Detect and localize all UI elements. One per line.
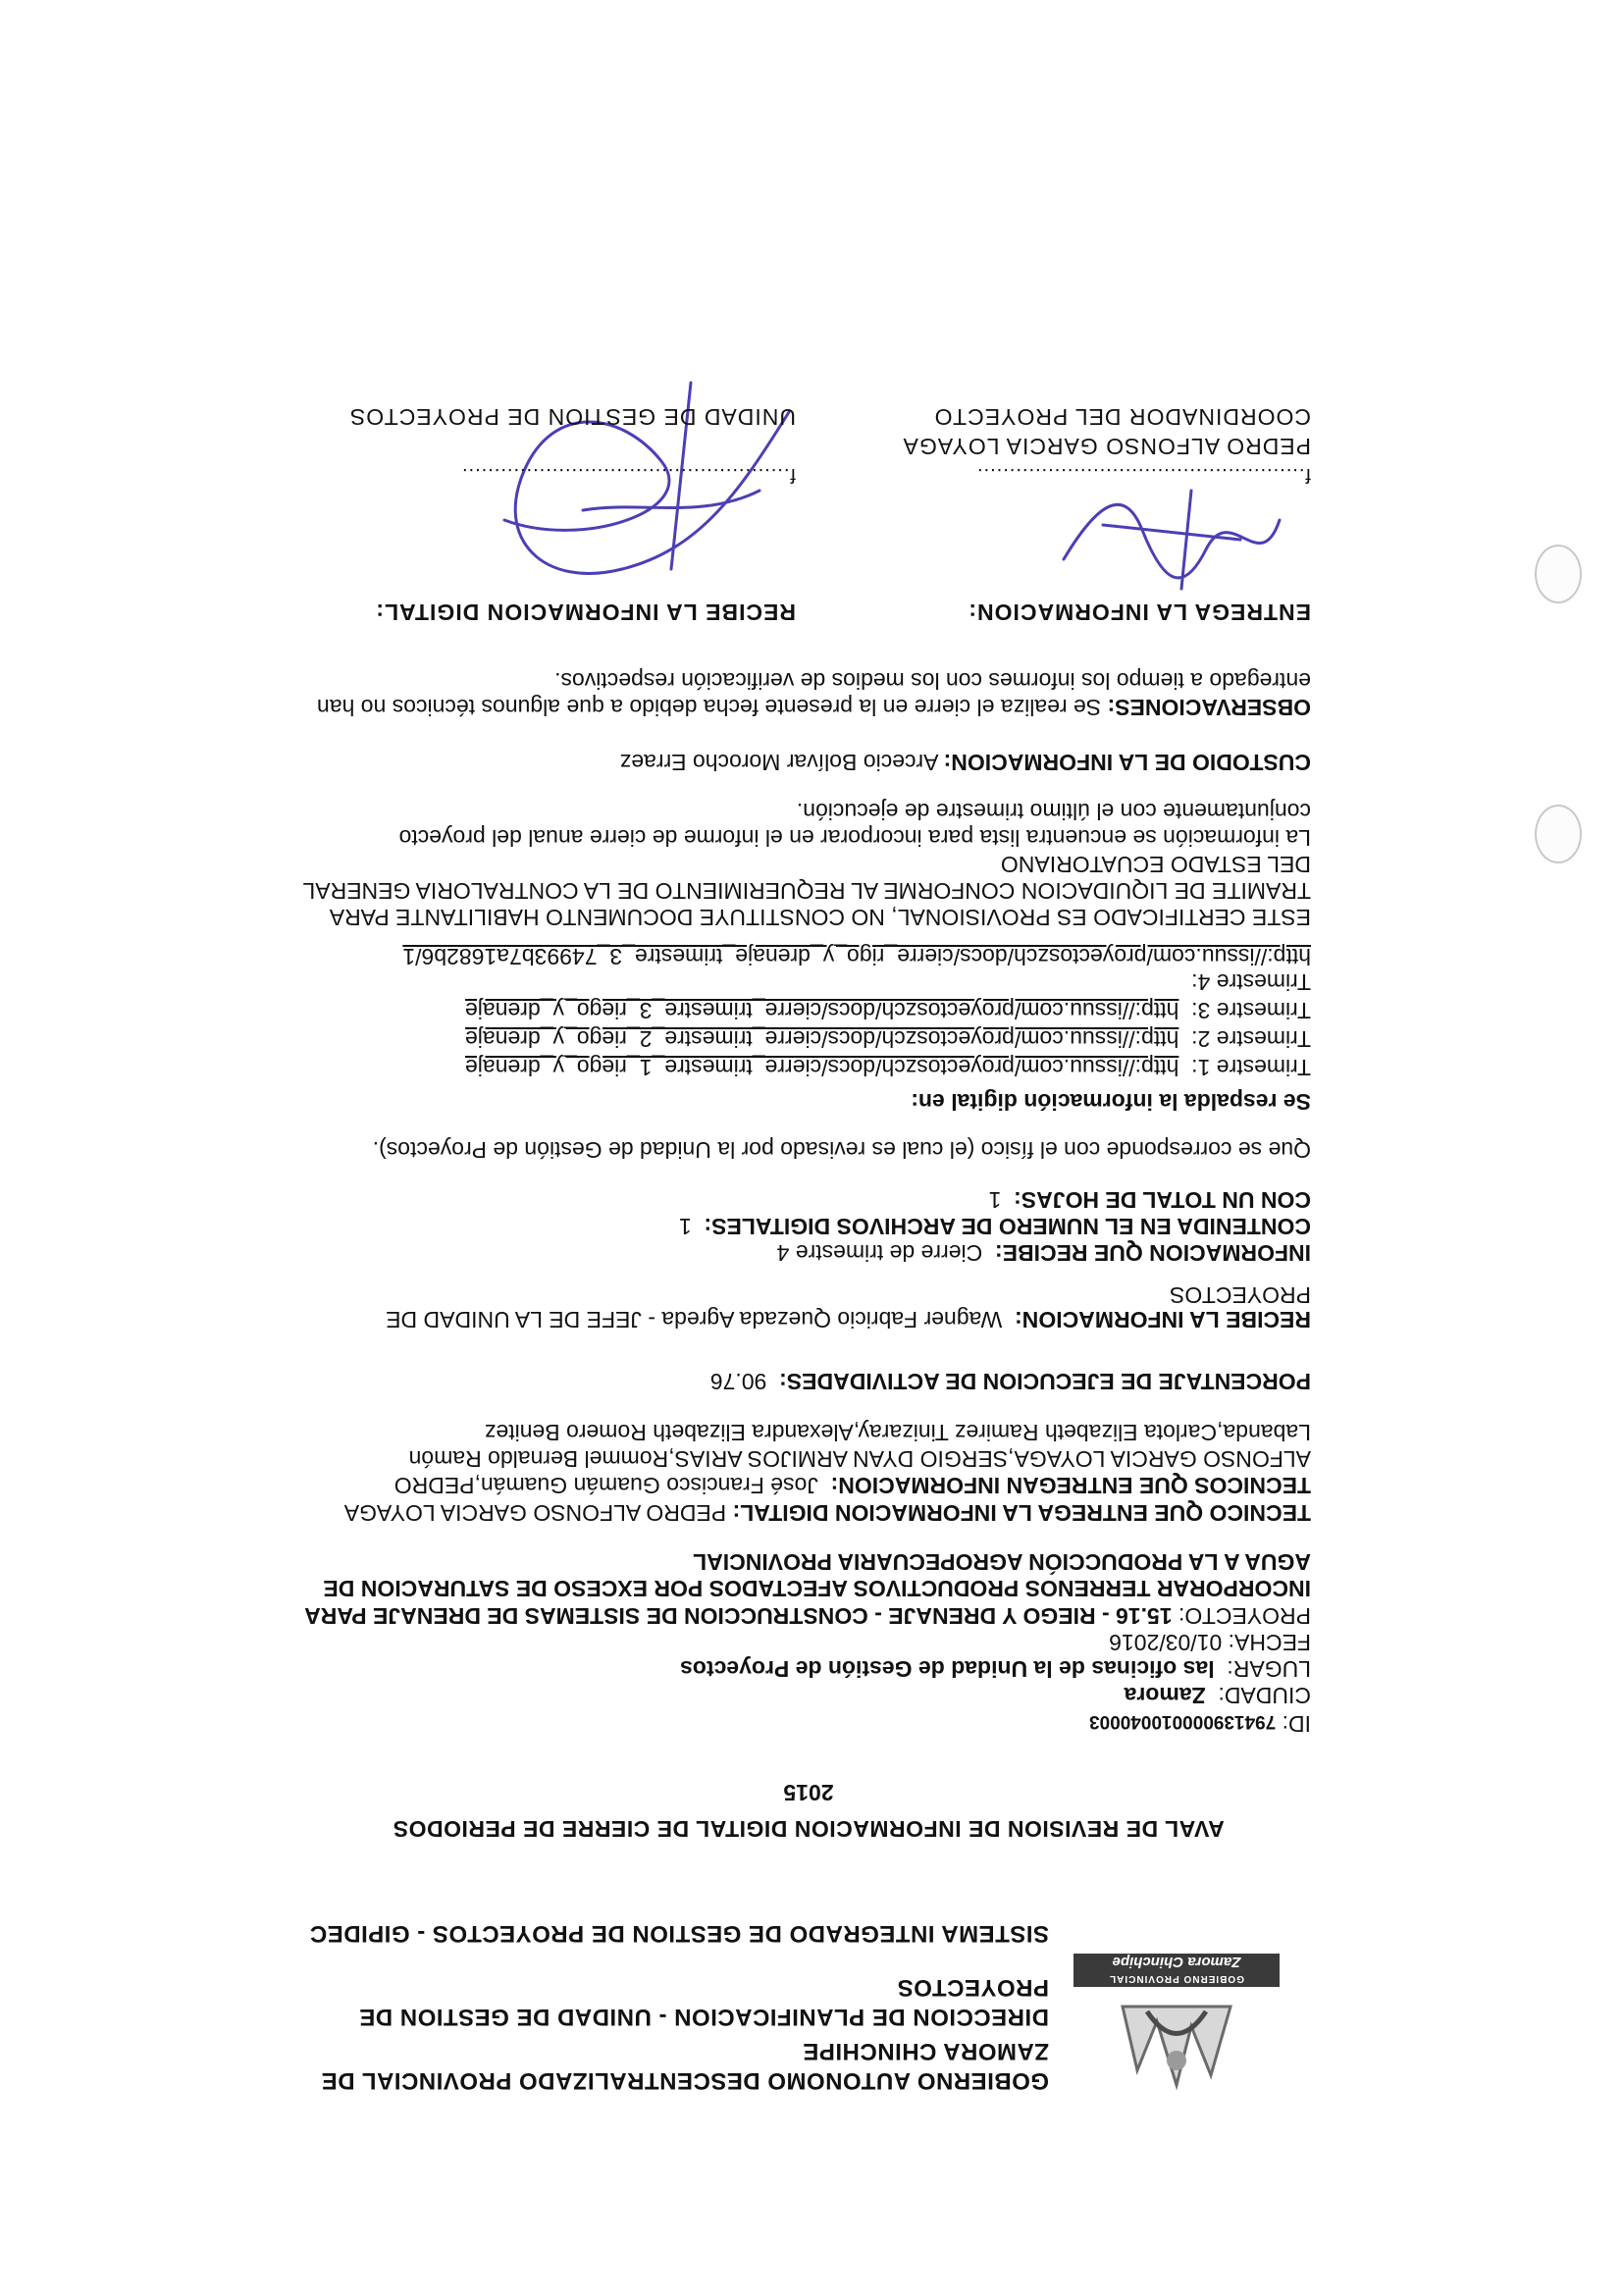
punch-hole-top [1535,805,1582,863]
certificado-line-1: ESTE CERTIFICADO ES PROVISIONAL, NO CONSTITUYE DOCUMENTO HABILITANTE PARA [329,905,1311,930]
trimestre-2[interactable]: Trimestre 2: http://issuu.com/proyectoszch/docs/cierre_trimestre_2_riego_y_drenaje [464,1026,1311,1052]
header-line-2: ZAMORA CHINCHIPE [802,2038,1049,2064]
entrega-role: COORDINADOR DEL PROYECTO [933,404,1311,430]
header-line-5: SISTEMA INTEGRADO DE GESTION DE PROYECTOS - GIPIDEC [309,1920,1049,1947]
header-line-1: GOBIERNO AUTONOMO DESCENTRALIZADO PROVINCIAL DE [321,2067,1049,2094]
trimestre-1[interactable]: Trimestre 1: http://issuu.com/proyectoszch/docs/cierre_trimestre_1_riego_y_drenaje [464,1055,1311,1080]
proyecto-line-3: AGUA A LA PRODUCCIÓN AGROPECUARIA PROVINCIAL [693,1549,1311,1575]
id-row: ID: 794139000010040003 [1089,1711,1311,1737]
tecnicos-line-2: ALFONSO GARCIA LOYAGA,SERGIO DYAN ARMIJOS ARIAS,Rommel Bernaldo Ramón [408,1446,1311,1472]
punch-hole-bottom [1535,545,1582,603]
header-line-4: PROYECTOS [897,1974,1049,2001]
entrega-name: PEDRO ALFONSO GARCIA LOYAGA [902,434,1311,459]
logo-badge: GOBIERNO PROVINCIAL Zamora Chinchipe [1073,1954,1280,1987]
proyecto-row: PROYECTO: 15.16 - RIEGO Y DRENAJE - CONSTRUCCION DE SISTEMAS DE DRENAJE PARA [304,1603,1311,1629]
tecnicos-row: TECNICOS QUE ENTREGAN INFORMACION: José Francisco Guamán Guamán,PEDRO [393,1473,1311,1498]
document-title: AVAL DE REVISION DE INFORMACION DIGITAL DE CIERRE DE PERIODOS [393,1816,1225,1842]
contenida-row: CONTENIDA EN EL NUMERO DE ARCHIVOS DIGITALES: 1 [678,1214,1311,1239]
corresponde-text: Que se corresponde con el físico (el cual es revisado por la Unidad de Gestión de Proyectos). [372,1137,1311,1163]
tecnico-row: TECNICO QUE ENTREGA LA INFORMACION DIGITAL: PEDRO ALFONSO GARCIA LOYAGA [343,1500,1311,1526]
certificado-line-3: DEL ESTADO ECUATORIANO [1000,852,1311,877]
fecha-row: FECHA: 01/03/2016 [1109,1630,1311,1655]
respalda-label: Se respalda la información digital en: [911,1089,1311,1115]
trimestre-3[interactable]: Trimestre 3: http://issuu.com/proyectoszch/docs/cierre_trimestre_3_riego_y_drenaje [464,998,1311,1023]
info-row: INFORMACION QUE RECIBE: Cierre de trimestre 4 [776,1240,1311,1266]
porcentaje-row: PORCENTAJE DE EJECUCION DE ACTIVIDADES: 90.76 [709,1369,1311,1394]
certificado-line-2: TRAMITE DE LIQUIDACION CONFORME AL REQUERIMIENTO DE LA CONTRALORIA GENERAL [302,878,1311,904]
lugar-row: LUGAR: las oficinas de la Unidad de Gestión de Proyectos [680,1656,1311,1682]
logo-emblem-icon [1103,1992,1250,2095]
header-line-3: DIRECCION DE PLANIFICACION - UNIDAD DE GESTION DE [358,2004,1049,2030]
observaciones-row: OBSERVACIONES: Se realiza el cierre en la presente fecha debido a que algunos técnicos no han [316,695,1311,720]
trimestre-4-label: Trimestre 4: [1191,969,1311,995]
entrega-signature-line: f................................................... [976,464,1311,486]
logo [1073,1948,1280,2095]
certificado-line-4: La información se encuentra lista para incorporar en el informe de cierre anual del proyecto [398,825,1311,851]
recibe-line-2: PROYECTOS [1170,1282,1311,1308]
observaciones-line-2: entregado a tiempo los informes con los medios de verificación respectivos. [554,668,1311,694]
entrega-signature [1034,481,1299,599]
recibe-row: RECIBE LA INFORMACION: Wagner Fabricio Quezada Agreda - JEFE DE LA UNIDAD DE [386,1307,1311,1332]
recibe-digital-label: RECIBE LA INFORMACION DIGITAL: [375,600,796,625]
entrega-label: ENTREGA LA INFORMACION: [968,600,1311,625]
custodio-row: CUSTODIO DE LA INFORMACION: Arcecio Bolívar Morocho Erraez [619,750,1311,775]
tecnicos-line-3: Labanda,Carlota Elizabeth Ramirez Tinizaray,Alexandra Elizabeth Romero Benitez [484,1420,1311,1445]
recibe-signature-line: f................................................... [461,464,796,486]
recibe-role: UNIDAD DE GESTION DE PROYECTOS [348,404,796,430]
certificado-line-5: conjuntamente con el último trimestre de ejecución. [796,799,1311,824]
hojas-row: CON UN TOTAL DE HOJAS: 1 [988,1187,1311,1213]
ciudad-row: CIUDAD: Zamora [1124,1683,1311,1708]
trimestre-4-link[interactable]: http://issuu.com/proyectoszch/docs/cierre_rigo_y_drenaje_trimestre_3_74993b7a1682b6/1 [402,944,1311,969]
proyecto-line-2: INCORPORAR TERRENOS PRODUCTIVOS AFECTADOS POR EXCESO DE SATURACION DE [323,1576,1311,1601]
document-year: 2015 [783,1780,834,1805]
